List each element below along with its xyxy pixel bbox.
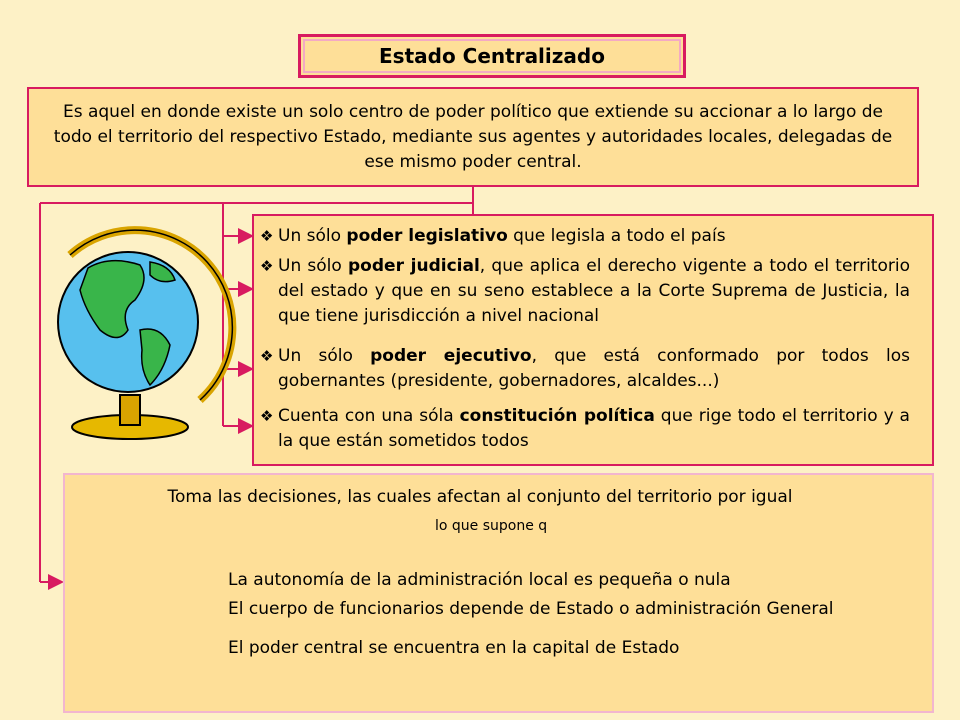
decision-item: El poder central se encuentra en la capital de Estado xyxy=(228,638,680,658)
bullet-judicial: ❖ Un sólo poder judicial, que aplica el derecho vigente a todo el territorio del estado y que en su seno establece a la Corte Suprema de Justicia, la que tiene jurisdicción a nivel nacional xyxy=(260,256,910,326)
bullet-legislative: ❖ Un sólo poder legislativo que legisla a todo el país xyxy=(260,224,910,249)
powers-box xyxy=(252,214,934,466)
definition-text: Es aquel en donde existe un solo centro de poder político que extiende su accionar a lo largo de todo el territorio del respectivo Estado, mediante sus agentes y autoridades locales, delegadas de ese mismo poder central. xyxy=(53,101,893,172)
diamond-bullet-icon: ❖ xyxy=(260,257,274,275)
decisions-connector-text: lo que supone q xyxy=(435,518,548,534)
globe-icon xyxy=(58,230,232,439)
diamond-bullet-icon: ❖ xyxy=(260,407,274,425)
diamond-bullet-icon: ❖ xyxy=(260,227,274,245)
decisions-main-text: Toma las decisiones, las cuales afectan al conjunto del territorio por igual xyxy=(167,487,793,507)
bullet-keyword: poder ejecutivo xyxy=(370,346,532,366)
decisions-box xyxy=(63,473,934,713)
page-title: Estado Centralizado xyxy=(379,44,605,68)
diamond-bullet-icon: ❖ xyxy=(260,347,274,365)
definition-box xyxy=(27,87,919,187)
bullet-keyword: poder legislativo xyxy=(346,226,508,246)
bullet-keyword: constitución política xyxy=(459,406,655,426)
decision-item: La autonomía de la administración local es pequeña o nula xyxy=(228,570,731,590)
bullet-keyword: poder judicial xyxy=(348,256,480,276)
bullet-constitution: ❖ Cuenta con una sóla constitución política que rige todo el territorio y a la que están sometidos todos xyxy=(260,406,910,451)
title-box xyxy=(298,34,686,78)
bullet-executive: ❖ Un sólo poder ejecutivo, que está conformado por todos los gobernantes (presidente, gobernadores, alcaldes...) xyxy=(260,346,910,391)
decision-item: El cuerpo de funcionarios depende de Estado o administración General xyxy=(228,599,834,619)
